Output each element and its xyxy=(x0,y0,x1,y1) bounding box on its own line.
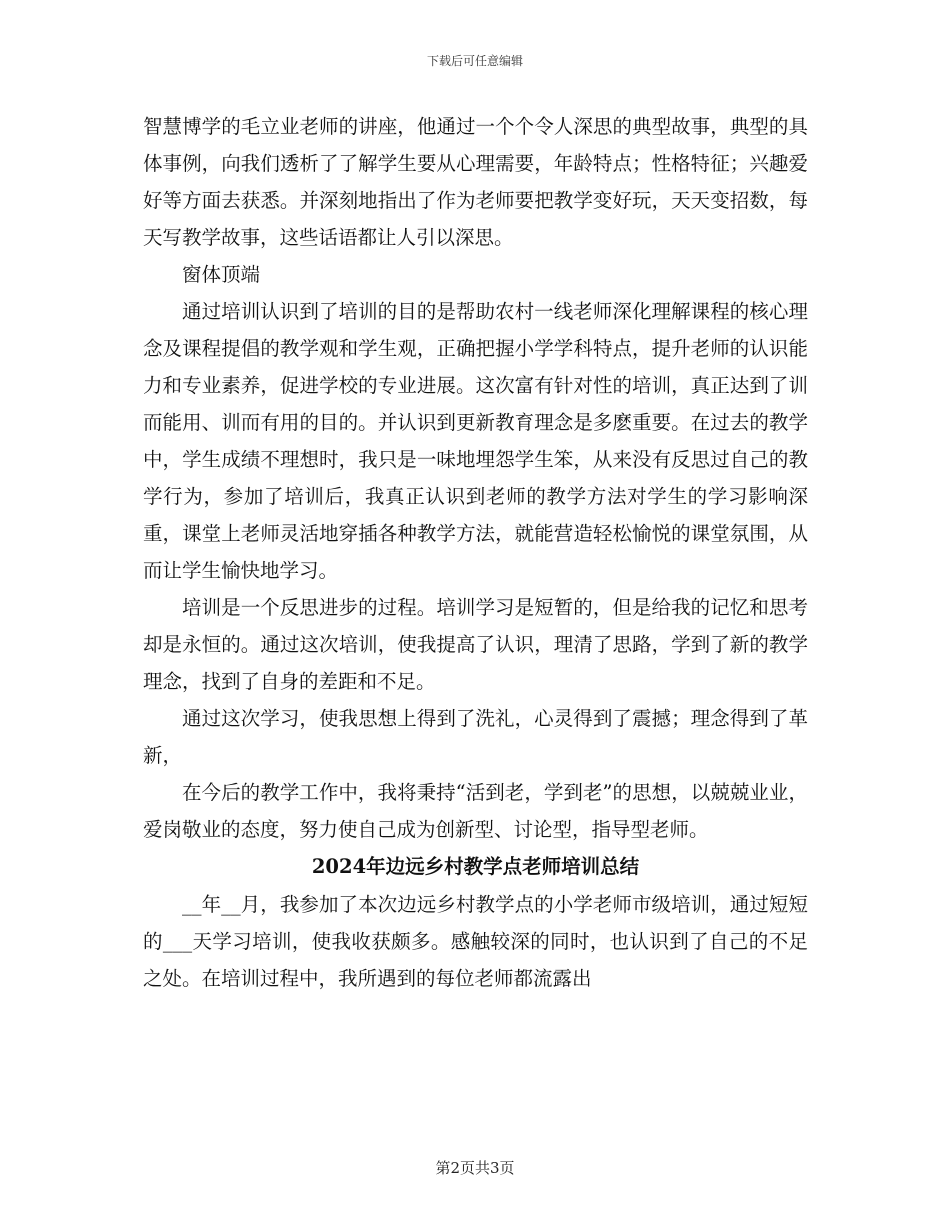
paragraph-continuation: 智慧博学的毛立业老师的讲座，他通过一个个令人深思的典型故事，典型的具体事例，向我们透析了了解学生要从心理需要，年龄特点；性格特征；兴趣爱好等方面去获悉。并深刻地指出了作为老师要把教学变好玩，天天变招数，每天写教学故事，这些话语都让人引以深思。 xyxy=(143,115,808,249)
document-body xyxy=(143,108,808,997)
paragraph-training-purpose: 通过培训认识到了培训的目的是帮助农村一线老师深化理解课程的核心理念及课程提倡的教学观和学生观，正确把握小学学科特点，提升老师的认识能力和专业素养，促进学校的专业进展。这次富有针对性的培训，真正达到了训而能用、训而有用的目的。并认识到更新教育理念是多麽重要。在过去的教学中，学生成绩不理想时，我只是一味地埋怨学生笨，从来没有反思过自己的教学行为，参加了培训后，我真正认识到老师的教学方法对学生的学习影响深重，课堂上老师灵活地穿插各种教学方法，就能营造轻松愉悦的课堂氛围，从而让学生愉快地学习。 xyxy=(143,300,808,582)
page-header: 下载后可任意编辑 xyxy=(426,54,523,68)
section-title: 2024年边远乡村教学点老师培训总结 xyxy=(311,855,640,878)
page-number: 第2页共3页 xyxy=(435,1159,515,1177)
paragraph-section-intro: __年__月，我参加了本次边远乡村教学点的小学老师市级培训，通过短短的___天学习培训，使我收获颇多。感触较深的同时，也认识到了自己的不足之处。在培训过程中，我所遇到的每位老师都流露出 xyxy=(143,893,808,990)
paragraph-learning: 通过这次学习，使我思想上得到了洗礼，心灵得到了震撼；理念得到了革新， xyxy=(143,707,808,767)
paragraph-form-top: 窗体顶端 xyxy=(182,263,261,286)
paragraph-reflection: 培训是一个反思进步的过程。培训学习是短暂的，但是给我的记忆和思考却是永恒的。通过这次培训，使我提高了认识，理清了思路，学到了新的教学理念，找到了自身的差距和不足。 xyxy=(143,596,808,693)
paragraph-future-work: 在今后的教学工作中，我将秉持“活到老，学到老”的思想，以兢兢业业，爱岗敬业的态度，努力使自己成为创新型、讨论型，指导型老师。 xyxy=(143,781,808,841)
